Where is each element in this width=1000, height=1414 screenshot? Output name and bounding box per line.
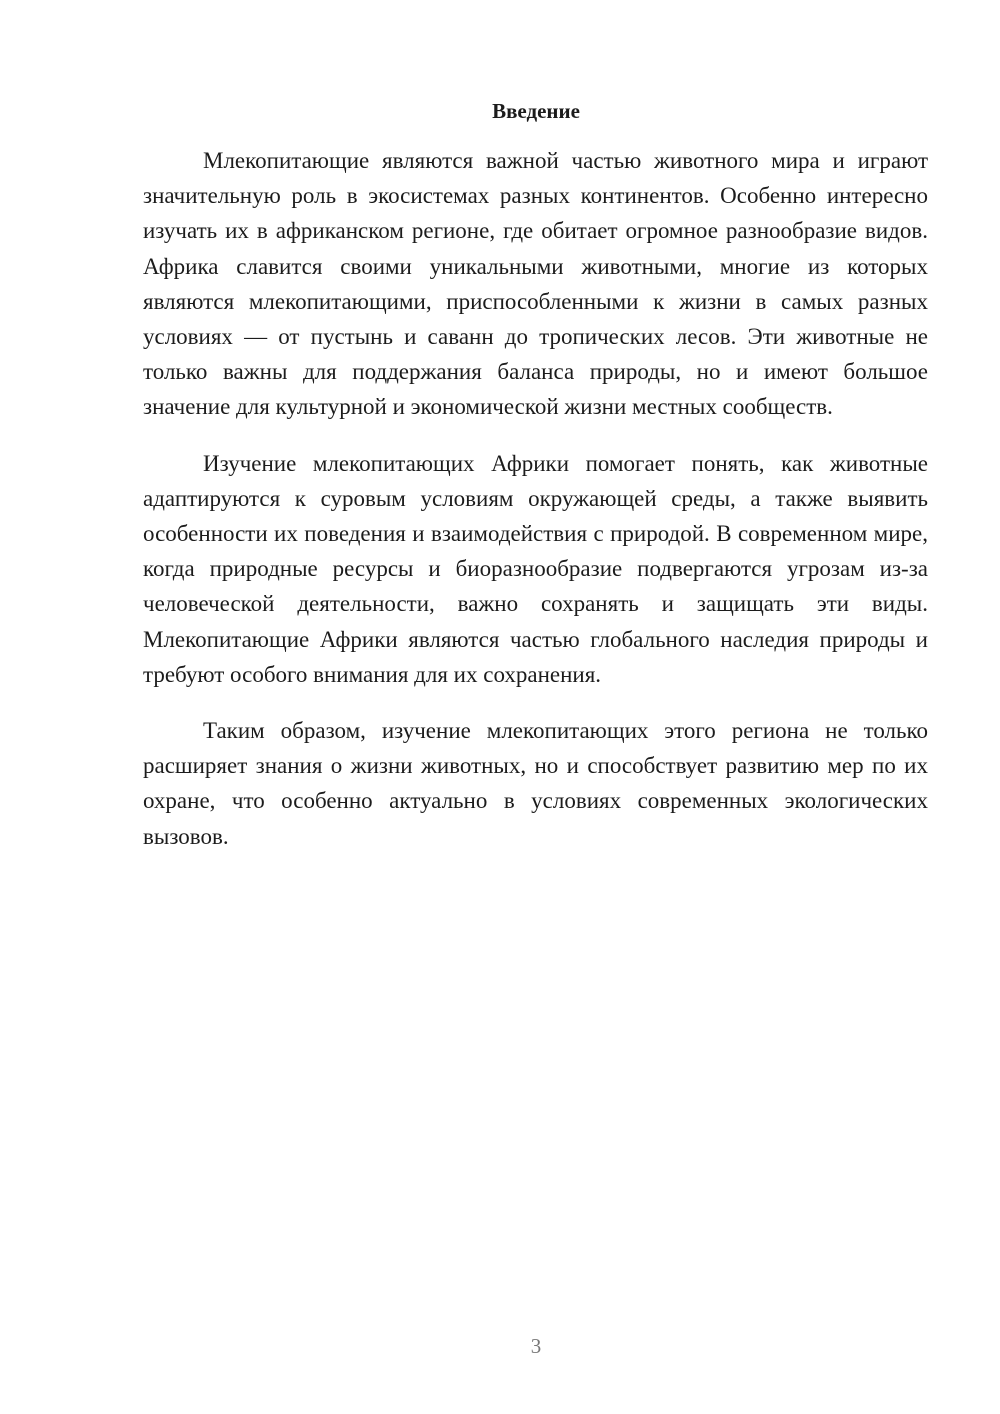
paragraph-1: Млекопитающие являются важной частью животного мира и играют значительную роль в экосистемах разных континентов. Особенно интересно изучать их в африканском регионе, где обитает огромное разнообразие видов. Африка славится своими уникальными животными, многие из которых являются млекопитающими, приспособленными к жизни в самых разных условиях — от пустынь и саванн до тропических лесов. Эти животные не только важны для поддержания баланса природы, но и имеют большое значение для культурной и экономической жизни местных сообществ. bbox=[143, 148, 928, 420]
paragraph-2: Изучение млекопитающих Африки помогает понять, как животные адаптируются к суровым условиям окружающей среды, а также выявить особенности их поведения и взаимодействия с природой. В современном мире, когда природные ресурсы и биоразнообразие подвергаются угрозам из-за человеческой деятельности, важно сохранять и защищать эти виды. Млекопитающие Африки являются частью глобального наследия природы и требуют особого внимания для их сохранения. bbox=[143, 450, 928, 687]
section-title: Введение bbox=[492, 99, 580, 123]
page-number: 3 bbox=[530, 1334, 542, 1358]
body-text bbox=[143, 143, 928, 854]
paragraph-3: Таким образом, изучение млекопитающих этого региона не только расширяет знания о жизни животных, но и способствует развитию мер по их охране, что особенно актуально в условиях современных экологических вызовов. bbox=[143, 718, 928, 849]
